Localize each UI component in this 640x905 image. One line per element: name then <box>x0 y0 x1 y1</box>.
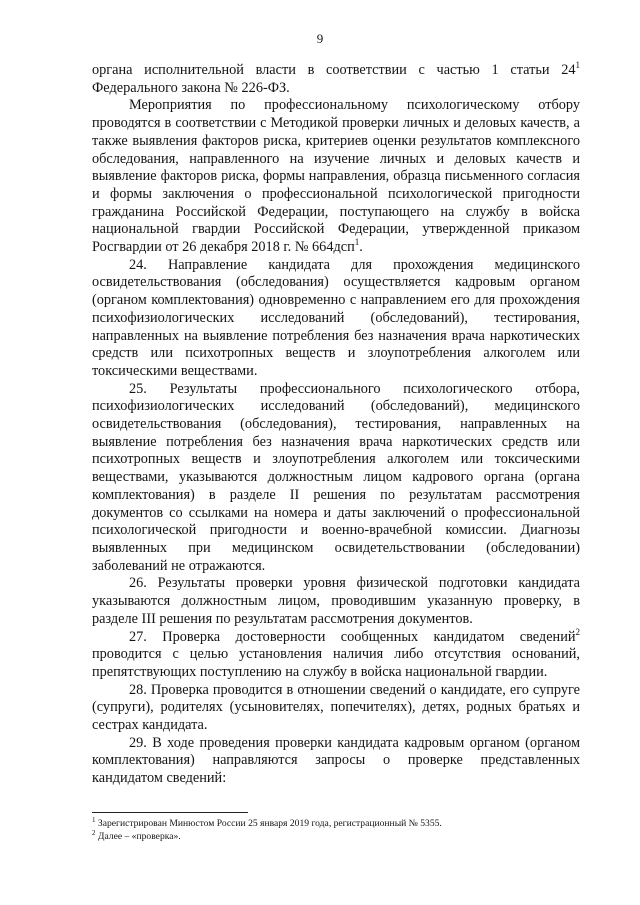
footnote-mark: 1 <box>92 816 96 824</box>
footnote-ref: 2 <box>575 626 580 637</box>
paragraph-24: 24. Направление кандидата для прохождения медицинского освидетельствования (обследования) осуществляется кадровым органом (органом комплектования) одновременно с направлением его для прохождения психофизиологических исследований (обследований), тестирования, направленных на выявление потребления без назначения врача наркотических средств или психотропных веществ и злоупотребления алкоголем или токсическими веществами. <box>92 256 580 379</box>
paragraph-text: Мероприятия по профессиональному психологическому отбору проводятся в соответствии с Методикой проверки личных и деловых качеств, а также выявления факторов риска, критериев оценки результатов комплексного обследования, направленного на изучение личных и деловых качеств и выявление факторов риска, формы направления, образца письменного согласия и формы заключения о профессиональной психологической пригодности гражданина Российской Федерации, поступающего на службу в войска национальной гвардии Российской Федерации, утвержденной приказом Росгвардии от 26 декабря 2018 г. № 664дсп <box>92 97 580 256</box>
footnote-text: Зарегистрирован Минюстом России 25 января 2019 года, регистрационный № 5355. <box>95 818 442 829</box>
footnote-mark: 2 <box>92 829 96 837</box>
footnote-1 <box>92 817 580 830</box>
paragraph-27 <box>92 626 580 682</box>
paragraph-methodology <box>92 97 580 256</box>
paragraph-26: 26. Результаты проверки уровня физической подготовки кандидата указываются должностным лицом, проводившим указанную проверку, в разделе III решения по результатам рассмотрения документов. <box>92 575 580 627</box>
document-body <box>92 62 580 788</box>
paragraph-continuation <box>92 62 580 97</box>
paragraph-text-after: . <box>359 239 363 256</box>
paragraph-text-after: Федерального закона № 226-ФЗ. <box>92 79 290 96</box>
paragraph-29: 29. В ходе проведения проверки кандидата кадровым органом (органом комплектования) направляются запросы о проверке представленных кандидатом сведений: <box>92 734 580 787</box>
paragraph-25: 25. Результаты профессионального психологического отбора, психофизиологических исследований (обследований), медицинского освидетельствования (обследования), тестирования, направленных на выявление потребления без назначения врача наркотических средств или психотропных веществ и злоупотребления алкоголем или токсическими веществами, указываются должностным лицом кадрового органа (органа комплектования) в разделе II решения по результатам рассмотрения документов со ссылками на номера и даты заключений о профессиональной психологической пригодности и военно-врачебной комиссии. Диагнозы выявленных при медицинском освидетельствовании (обследовании) заболеваний не отражаются. <box>92 380 580 574</box>
footnote-divider <box>92 812 248 813</box>
footnote-ref: 1 <box>354 237 360 248</box>
paragraph-text-after: проводится с целью установления наличия либо отсутствия оснований, препятствующих поступлению на службу в войска национальной гвардии. <box>92 646 580 680</box>
paragraph-28: 28. Проверка проводится в отношении сведений о кандидате, его супруге (супруги), родителях (усыновителях, попечителях), детях, родных братьях и сестрах кандидата. <box>92 681 580 734</box>
footnote-2 <box>92 830 580 843</box>
page-number: 9 <box>316 31 324 46</box>
footnote-text: Далее – «проверка». <box>95 831 181 842</box>
paragraph-text: 27. Проверка достоверности сообщенных кандидатом сведений <box>129 628 576 645</box>
footnotes <box>92 817 580 843</box>
paragraph-text: органа исполнительной власти в соответствии с частью 1 статьи 24 <box>92 62 576 78</box>
footnote-ref: 1 <box>575 60 580 70</box>
